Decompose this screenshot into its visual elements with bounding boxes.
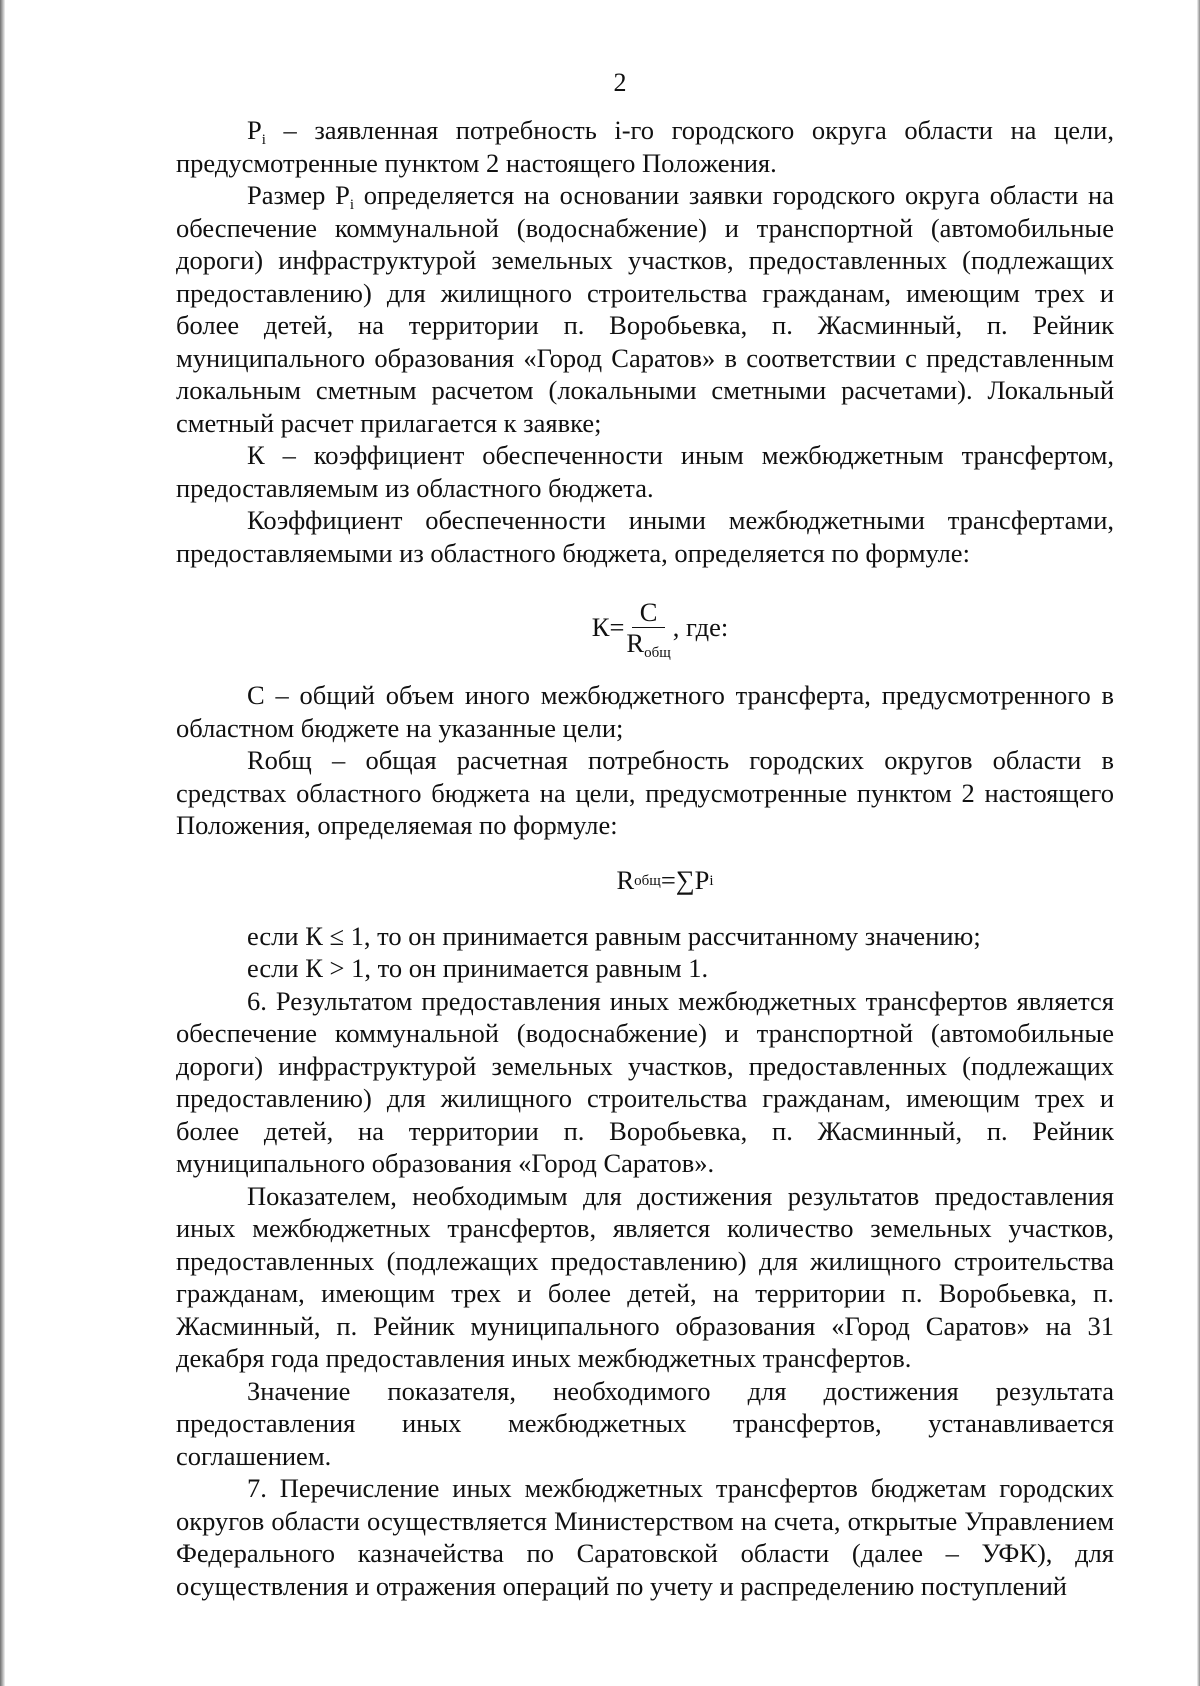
paragraph-indicator-value: Значение показателя, необходимого для достижения результата предоставления иных межбюджетных трансфертов, устанавливается соглашением.	[176, 1375, 1114, 1471]
formula-r-total: R общ =∑P i	[616, 865, 714, 896]
paragraph-rtotal-definition: Rобщ – общая расчетная потребность городских округов области в средствах областного бюджета на цели, предусмотренные пунктом 2 настоящего Положения, определяемая по формуле:	[176, 745, 1114, 840]
formula-k-lhs: К=	[591, 611, 625, 642]
pi-size-text: определяется на основании заявки городского округа области на обеспечение коммунальной (водоснабжение) и транспортной (автомобильные дороги) инфраструктурой земельных участков, предоставленных (подлежащих предоставлению) для жилищного строительства гражданам, имеющим трех и более детей, на территории п. Воробьевка, п. Жасминный, п. Рейник муниципального образования «Город Саратов» в соответствии с представленным локальным сметным расчетом (локальными сметными расчетами). Локальный сметный расчет прилагается к заявке;	[176, 180, 1114, 438]
formula-k-denominator-symbol: R	[626, 627, 645, 658]
pi-definition-text: – заявленная потребность i-го городского округа области на цели, предусмотренные пунктом 2 настоящего Положения.	[176, 115, 1114, 178]
formula-r-lhs: R	[616, 865, 635, 896]
paragraph-k-formula-intro: Коэффициент обеспеченности иными межбюджетными трансфертами, предоставляемыми из областного бюджета, определяется по формуле:	[176, 505, 1114, 568]
pi-symbol: P	[247, 115, 262, 145]
scan-edge-left	[0, 0, 5, 1686]
formula-k-denominator-subscript: общ	[644, 644, 671, 661]
paragraph-item-7: 7. Перечисление иных межбюджетных трансфертов бюджетам городских округов области осуществляется Министерством на счета, открытые Управлением Федерального казначейства по Саратовской области (далее – УФК), для осуществления и отражения операций по учету и распределению поступлений	[176, 1473, 1114, 1601]
pi-subscript: i	[261, 132, 266, 148]
document-body	[176, 114, 1114, 1602]
paragraph-c-definition: С – общий объем иного межбюджетного трансферта, предусмотренного в областном бюджете на указанные цели;	[176, 680, 1114, 743]
paragraph-item-6: 6. Результатом предоставления иных межбюджетных трансфертов является обеспечение коммунальной (водоснабжение) и транспортной (автомобильные дороги) инфраструктурой земельных участков, предоставленных (подлежащих предоставлению) для жилищного строительства гражданам, имеющим трех и более детей, на территории п. Воробьевка, п. Жасминный, п. Рейник муниципального образования «Город Саратов».	[176, 985, 1114, 1178]
pi-size-lead: Размер P	[247, 180, 350, 210]
formula-k	[176, 581, 1114, 673]
paragraph-k-definition: К – коэффициент обеспеченности иным межбюджетным трансфертом, предоставляемым из областного бюджета.	[176, 440, 1114, 503]
formula-k-fraction	[626, 596, 671, 661]
page-number: 2	[613, 68, 627, 97]
formula-k-numerator: С	[632, 597, 666, 628]
paragraph-k-gt-1: если К > 1, то он принимается равным 1.	[247, 953, 709, 983]
paragraph-indicator: Показателем, необходимым для достижения результатов предоставления иных межбюджетных трансфертов, является количество земельных участков, предоставленных (подлежащих предоставлению) для жилищного строительства гражданам, имеющим трех и более детей, на территории п. Воробьевка, п. Жасминный, п. Рейник муниципального образования «Город Саратов» на 31 декабря года предоставления иных межбюджетных трансфертов.	[176, 1180, 1114, 1373]
pi-size-subscript: i	[349, 197, 355, 213]
formula-k-suffix: , где:	[672, 611, 729, 642]
paragraph-pi-size	[176, 179, 1114, 439]
paragraph-k-le-1: если К ≤ 1, то он принимается равным рассчитанному значению;	[247, 920, 981, 951]
paragraph-pi-definition	[176, 114, 1114, 179]
formula-r-rhs: =∑P	[660, 865, 710, 896]
formula-k-denominator	[626, 627, 671, 661]
